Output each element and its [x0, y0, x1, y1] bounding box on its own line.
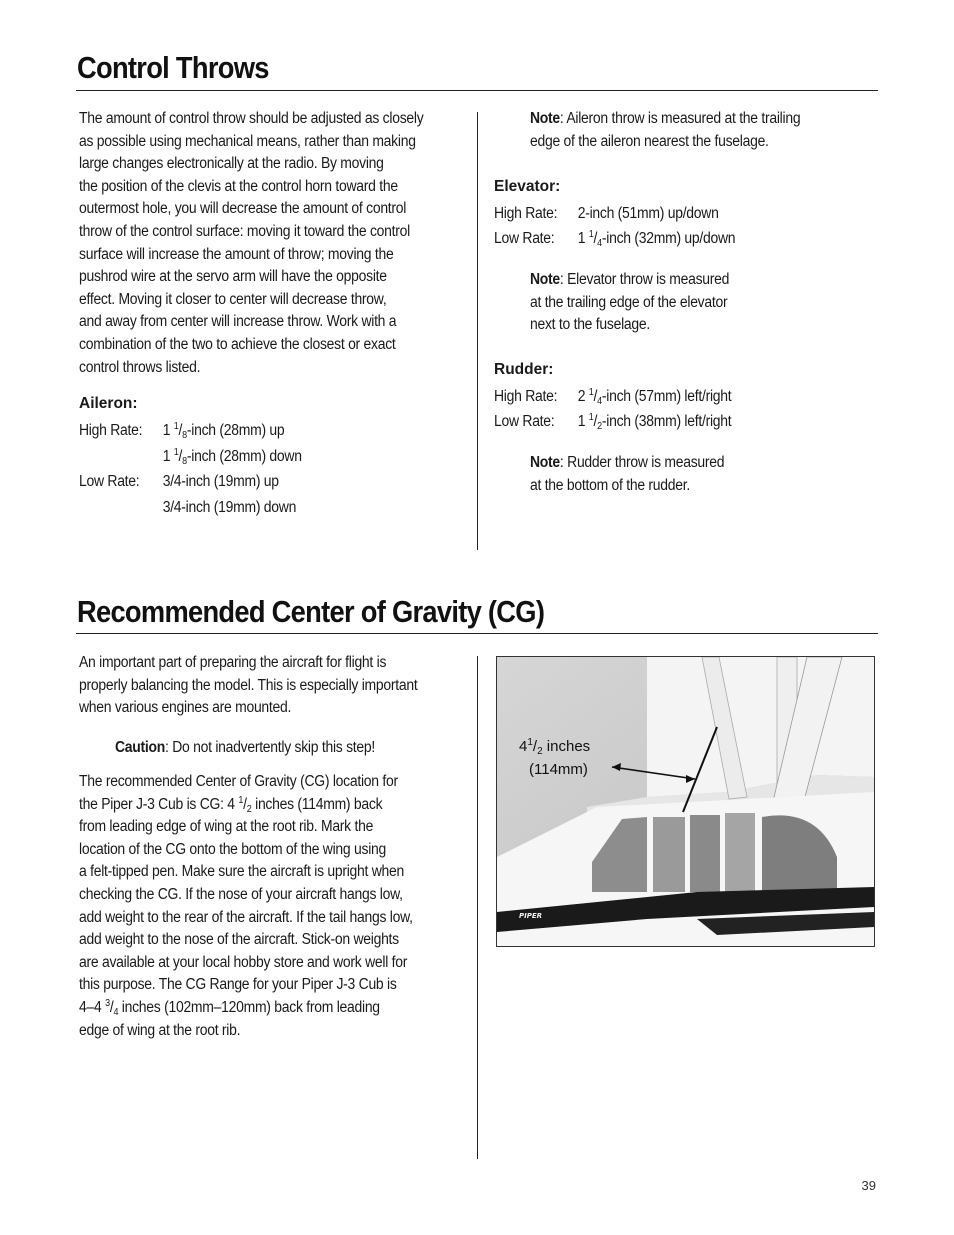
aileron-note-bold: Note	[530, 110, 560, 127]
elevator-note-line2: at the trailing edge of the elevator	[530, 293, 728, 311]
cg-photo	[496, 656, 875, 947]
intro-line-5: outermost hole, you will decrease the amount of control	[79, 200, 407, 218]
aileron-note-line1: : Aileron throw is measured at the trailing	[559, 110, 801, 127]
cg-range-line: 4–4 $^3/_4$ inches (102mm–120mm) back from leading	[79, 997, 380, 1018]
cg-intro-line-1: An important part of preparing the aircraft for flight is	[79, 654, 387, 671]
aileron-high-whole: 1	[162, 422, 171, 439]
elevator-low-label: Low Rate:	[494, 230, 555, 247]
rudder-low-label: Low Rate:	[494, 413, 555, 430]
column-divider-bottom	[477, 656, 478, 1159]
elevator-low-whole: 1	[577, 230, 586, 247]
section-title-center-of-gravity: Recommended Center of Gravity (CG)	[77, 594, 545, 629]
title-rule	[76, 90, 878, 91]
elevator-note-line1: : Elevator throw is measured	[559, 271, 730, 288]
aileron-high-up: -inch (28mm) up	[186, 422, 285, 439]
intro-line-12: control throws listed.	[79, 358, 201, 376]
cg-line-2: the Piper J-3 Cub is CG: 4 $^1/_2$ inches (114mm) back	[79, 794, 383, 815]
cg-range-num: 3	[105, 997, 110, 1009]
cg-mid-line-4: checking the CG. If the nose of your aircraft hangs low,	[79, 885, 403, 903]
rudder-high-value: -inch (57mm) left/right	[601, 388, 732, 405]
cg-mid-line-3: a felt-tipped pen. Make sure the aircraft is upright when	[79, 863, 405, 881]
cg-line-1: The recommended Center of Gravity (CG) location for	[79, 773, 398, 790]
elevator-high-label: High Rate:	[494, 205, 558, 222]
elevator-note	[530, 269, 751, 337]
intro-line-1: The amount of control throw should be adjusted as closely	[79, 110, 424, 127]
intro-line-6: throw of the control surface: moving it toward the control	[79, 222, 410, 240]
intro-line-11: combination of the two to achieve the closest or exact	[79, 335, 396, 353]
rudder-high-whole: 2	[577, 388, 586, 405]
aileron-high-rate-up: High Rate: 1 $^1/_8$-inch (28mm) up	[79, 421, 285, 441]
cg-mid-line-2: location of the CG onto the bottom of the wing using	[79, 840, 387, 858]
cg-last-line: edge of wing at the root rib.	[79, 1021, 241, 1039]
cg-mid-line-8: this purpose. The CG Range for your Piper J-3 Cub is	[79, 976, 397, 994]
aileron-high-down: -inch (28mm) down	[186, 448, 302, 465]
intro-line-4: the position of the clevis at the control horn toward the	[79, 177, 398, 195]
aileron-high-num: 1	[173, 421, 179, 432]
aileron-high-num-2: 1	[173, 447, 179, 458]
cg-photo-illustration	[497, 657, 874, 946]
aileron-high-rate-down: 1 $^1/_8$-inch (28mm) down	[162, 447, 302, 467]
cg-intro-line-3: when various engines are mounted.	[79, 699, 292, 717]
aileron-high-den: 8	[182, 430, 187, 441]
elevator-note-line3: next to the fuselage.	[530, 316, 650, 334]
elevator-high-rate	[494, 205, 719, 223]
rudder-low-num: 1	[588, 412, 594, 423]
cg-mid-line-5: add weight to the rear of the aircraft. If the tail hangs low,	[79, 908, 413, 926]
caution-text: : Do not inadvertently skip this step!	[165, 739, 375, 756]
rudder-high-den: 4	[597, 396, 602, 407]
elevator-low-value: -inch (32mm) up/down	[601, 230, 736, 247]
aileron-low-down: 3/4-inch (19mm) down	[162, 499, 297, 516]
cg-label-num: 1	[527, 737, 533, 748]
cg-mid-line-6: add weight to the nose of the aircraft. Stick-on weights	[79, 931, 399, 949]
intro-line-9: effect. Moving it closer to center will decrease throw,	[79, 290, 387, 308]
elevator-low-num: 1	[588, 229, 594, 240]
cg-range-den: 4	[113, 1006, 119, 1018]
cg-range-b: inches (102mm–120mm) back from leading	[118, 998, 380, 1016]
elevator-low-den: 4	[597, 238, 602, 249]
cg-paragraph	[79, 771, 479, 1042]
rudder-low-den: 2	[597, 421, 602, 432]
cg-photo-label: $4^1/_2$ inches	[519, 737, 591, 757]
intro-line-10: and away from center will increase throw. Work with a	[79, 313, 397, 331]
elevator-note-bold: Note	[530, 271, 560, 288]
rudder-note-line1: : Rudder throw is measured	[559, 454, 725, 471]
column-divider-top	[477, 112, 478, 550]
intro-line-8: pushrod wire at the servo arm will have the opposite	[79, 268, 387, 286]
intro-line-2: as possible using mechanical means, rather than making	[79, 132, 416, 150]
cg-mid-line-7: are available at your local hobby store and work well for	[79, 953, 408, 971]
elevator-low-rate: Low Rate: 1 $^1/_4$-inch (32mm) up/down	[494, 229, 736, 249]
rudder-high-rate: High Rate: 2 $^1/_4$-inch (57mm) left/right	[494, 387, 732, 407]
cg-line-2a: the Piper J-3 Cub is CG: 4	[79, 795, 235, 813]
intro-line-3: large changes electronically at the radio. By moving	[79, 155, 384, 173]
cg-line-2b: inches (114mm) back	[251, 795, 383, 813]
aileron-high-whole-2: 1	[162, 448, 171, 465]
aileron-low-up: 3/4-inch (19mm) up	[162, 473, 279, 490]
aileron-low-rate-down	[79, 499, 296, 517]
aileron-low-rate-up	[79, 473, 279, 491]
caution-bold: Caution	[115, 739, 166, 756]
rudder-low-value: -inch (38mm) left/right	[601, 413, 732, 430]
aileron-note-line2: edge of the aileron nearest the fuselage.	[530, 132, 769, 150]
cg-mid-line-1: from leading edge of wing at the root rib. Mark the	[79, 818, 374, 836]
rudder-high-num: 1	[588, 387, 594, 398]
elevator-heading: Elevator:	[494, 178, 561, 195]
rudder-high-label: High Rate:	[494, 388, 558, 405]
rudder-note-line2: at the bottom of the rudder.	[530, 476, 690, 494]
cg-label-mm: (114mm)	[529, 761, 588, 778]
rudder-heading: Rudder:	[494, 361, 554, 378]
aileron-high-den-2: 8	[182, 456, 187, 467]
title-rule-2	[76, 633, 878, 634]
cg-label-unit: inches	[542, 738, 591, 755]
aileron-note	[530, 108, 830, 153]
cg-label-whole: 4	[519, 738, 528, 755]
page-number: 39	[861, 1178, 876, 1193]
rudder-low-whole: 1	[577, 413, 586, 430]
rudder-note-bold: Note	[530, 454, 560, 471]
piper-logo: PIPER	[519, 912, 543, 920]
cg-intro	[79, 652, 479, 720]
cg-line-2-den: 2	[246, 803, 252, 815]
cg-label-den: 2	[537, 746, 543, 757]
section-title-control-throws: Control Throws	[77, 50, 269, 85]
cg-range-a: 4–4	[79, 998, 102, 1016]
cg-line-2-num: 1	[238, 794, 244, 806]
rudder-low-rate: Low Rate: 1 $^1/_2$-inch (38mm) left/right	[494, 412, 732, 432]
aileron-low-label: Low Rate:	[79, 473, 140, 490]
control-throws-intro	[79, 108, 479, 379]
intro-line-7: surface will increase the amount of throw; moving the	[79, 245, 394, 263]
caution-note	[115, 737, 404, 760]
rudder-note	[530, 452, 746, 497]
aileron-heading: Aileron:	[79, 395, 138, 412]
aileron-high-label: High Rate:	[79, 422, 143, 439]
cg-intro-line-2: properly balancing the model. This is especially important	[79, 676, 418, 694]
elevator-high-value: 2-inch (51mm) up/down	[577, 205, 719, 222]
